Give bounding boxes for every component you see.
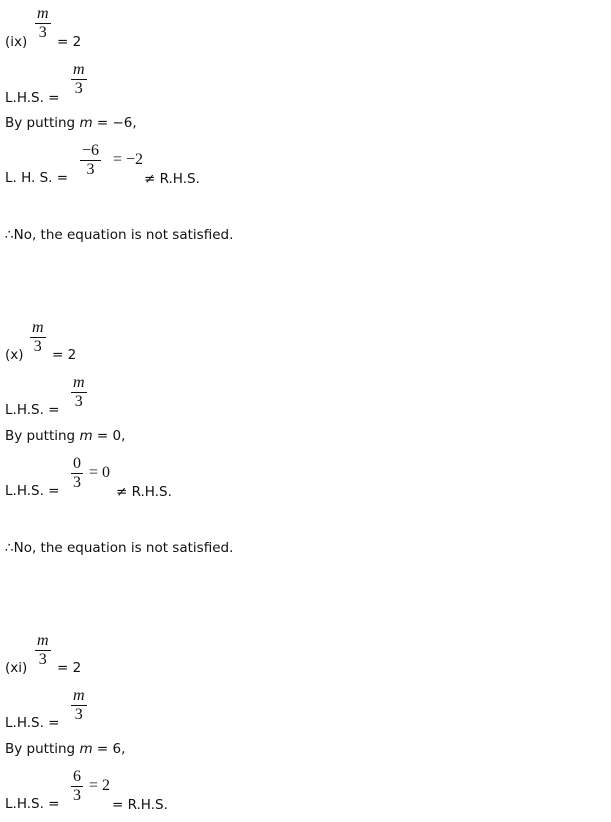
substitution-prefix: By putting: [5, 428, 76, 444]
lhs-fraction: [71, 61, 87, 98]
fraction-denominator: 3: [71, 79, 87, 98]
part-label: (xi): [5, 660, 28, 676]
fraction-denominator: 3: [73, 787, 81, 804]
fraction-numerator: m: [37, 5, 49, 22]
rhs-comparison: ≠ R.H.S.: [116, 484, 172, 500]
equation-fraction: [35, 632, 51, 669]
equation-rhs: = 2: [57, 34, 82, 50]
fraction-denominator: 3: [73, 474, 81, 491]
substitution-value: = 0,: [96, 428, 126, 444]
rhs-comparison: = R.H.S.: [112, 797, 168, 813]
equation-rhs: = 2: [57, 660, 82, 676]
fraction-numerator: m: [32, 319, 44, 336]
equation-fraction: [35, 5, 51, 42]
substitution-variable: m: [79, 428, 93, 444]
substitution-value: = −6,: [96, 115, 137, 131]
fraction-numerator: −6: [82, 142, 100, 159]
conclusion: ∴No, the equation is not satisfied.: [5, 227, 234, 243]
fraction-denominator: 3: [35, 23, 51, 42]
fraction-numerator: 6: [73, 768, 81, 785]
part-label: (ix): [5, 34, 28, 50]
evaluation-fraction: [71, 768, 83, 805]
substitution-value: = 6,: [96, 741, 126, 757]
fraction-denominator: 3: [71, 392, 87, 411]
lhs-label: L.H.S. =: [5, 402, 60, 418]
evaluation-label: L.H.S. =: [5, 796, 60, 812]
conclusion: ∴No, the equation is not satisfied.: [5, 540, 234, 556]
lhs-label: L.H.S. =: [5, 715, 60, 731]
fraction-denominator: 3: [30, 337, 46, 356]
substitution-line: [5, 741, 125, 757]
rhs-comparison: ≠ R.H.S.: [144, 171, 200, 187]
fraction-numerator: 0: [73, 455, 81, 472]
substitution-prefix: By putting: [5, 115, 76, 131]
fraction-denominator: 3: [35, 650, 51, 669]
fraction-numerator: m: [73, 687, 85, 704]
evaluation-result: = 2: [89, 777, 111, 794]
lhs-fraction: [71, 374, 87, 411]
evaluation-result: = 0: [89, 464, 111, 481]
substitution-variable: m: [79, 741, 93, 757]
substitution-line: [5, 428, 125, 444]
fraction-denominator: 3: [80, 160, 101, 179]
fraction-numerator: m: [37, 632, 49, 649]
lhs-fraction: [71, 687, 87, 724]
fraction-numerator: m: [73, 61, 85, 78]
part-label: (x): [5, 347, 24, 363]
lhs-label: L.H.S. =: [5, 90, 60, 106]
substitution-prefix: By putting: [5, 741, 76, 757]
evaluation-fraction: [71, 455, 83, 492]
equation-fraction: [30, 319, 46, 356]
fraction-numerator: m: [73, 374, 85, 391]
substitution-line: [5, 115, 137, 131]
evaluation-result: = −2: [113, 151, 144, 168]
fraction-denominator: 3: [71, 705, 87, 724]
evaluation-label: L.H.S. =: [5, 483, 60, 499]
evaluation-fraction: [80, 142, 101, 179]
substitution-variable: m: [79, 115, 93, 131]
equation-rhs: = 2: [52, 347, 77, 363]
evaluation-label: L. H. S. =: [5, 170, 69, 186]
